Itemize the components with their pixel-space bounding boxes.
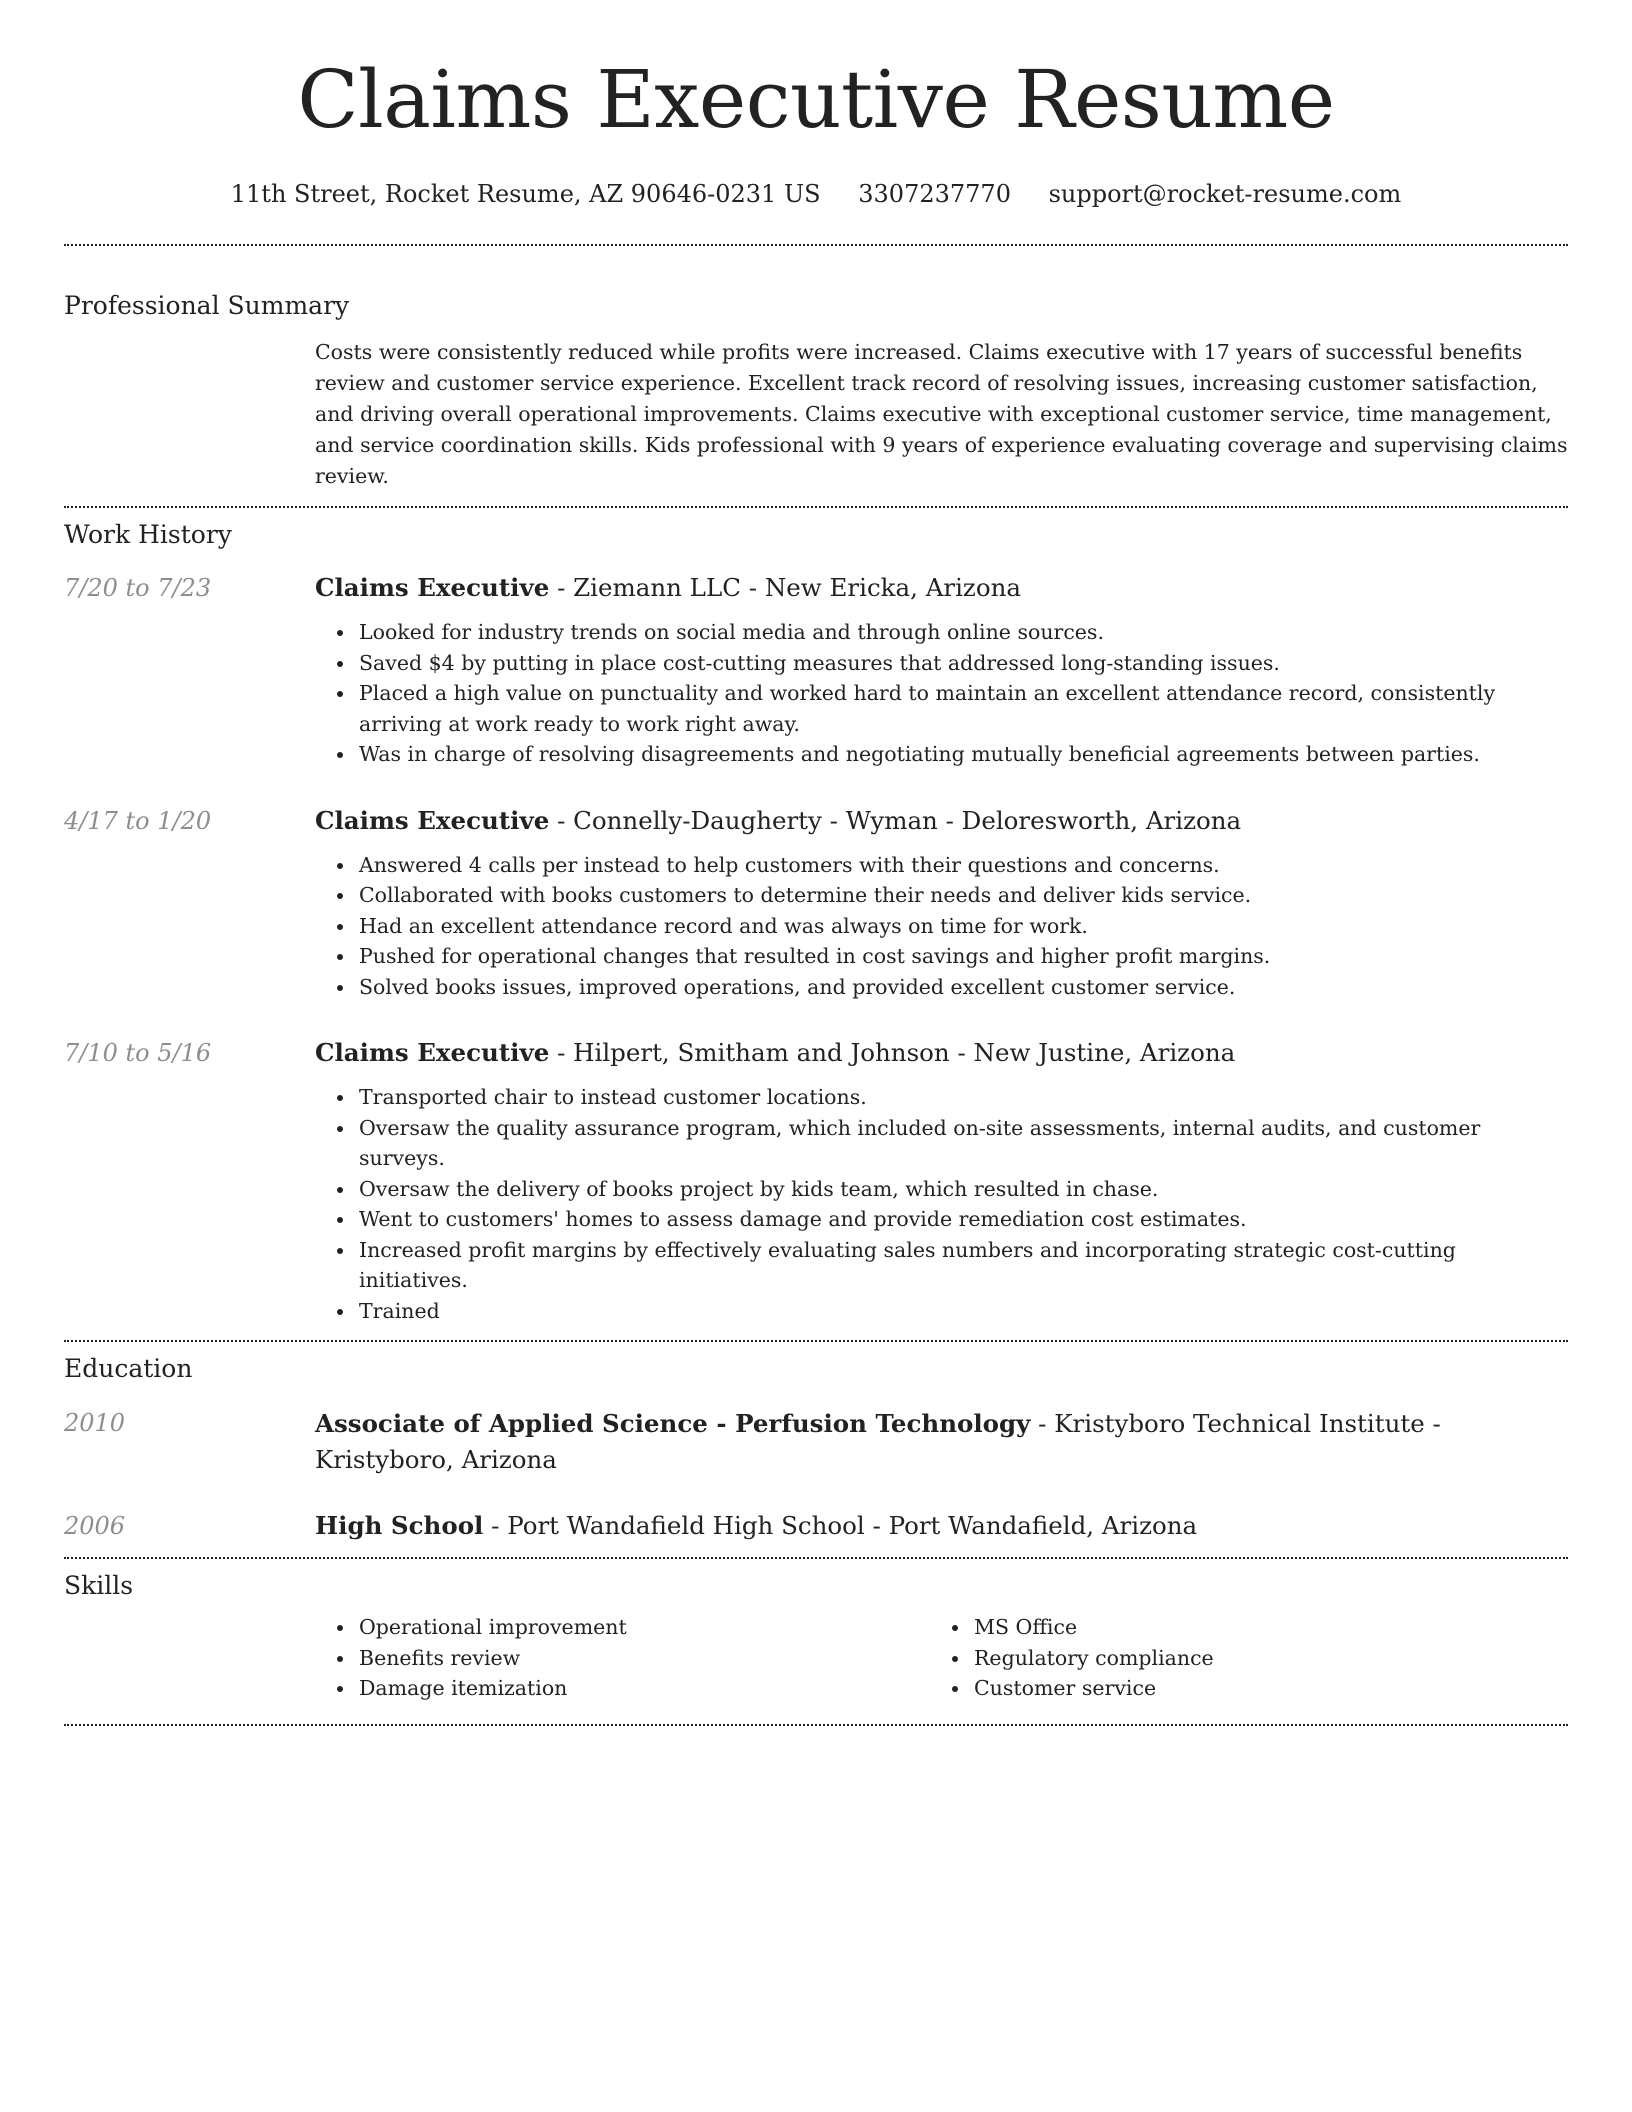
list-item: Saved $4 by putting in place cost-cutting measures that addressed long-standing issues. [337,648,1568,679]
list-item: Was in charge of resolving disagreements and negotiating mutually beneficial agreements between parties. [337,739,1568,770]
job-role: Claims Executive [315,573,550,602]
contact-email: support@rocket-resume.com [1048,180,1402,208]
education-degree: High School [315,1511,484,1540]
job-heading [315,804,1568,838]
job-date: 7/10 to 5/16 [64,1039,212,1067]
list-item: Oversaw the delivery of books project by kids team, which resulted in chase. [337,1174,1568,1205]
job-date: 4/17 to 1/20 [64,806,212,835]
job-details: - Hilpert, Smitham and Johnson - New Justine, Arizona [549,1038,1236,1067]
list-item: Increased profit margins by effectively evaluating sales numbers and incorporating strategic cost-cutting initiatives. [337,1235,1568,1296]
job-entry [64,1036,1568,1326]
education-entry [64,1406,1568,1478]
contact-line [64,178,1568,210]
resume-header [64,0,1568,210]
education-heading [315,1406,1568,1478]
list-item: Collaborated with books customers to determine their needs and deliver kids service. [337,880,1568,911]
job-bullets [337,1082,1568,1326]
skills-column-left [315,1612,930,1704]
education-details: - Kristyboro Technical Institute - Kristyboro, Arizona [315,1409,1441,1474]
skills-list [952,1612,1545,1704]
resume-page [64,0,1568,1726]
job-heading [315,1036,1568,1070]
section-title-education: Education [64,1354,193,1383]
skills-list [337,1612,930,1704]
job-details: - Connelly-Daugherty - Wyman - Deloresworth, Arizona [549,805,1242,835]
list-item: Placed a high value on punctuality and worked hard to maintain an excellent attendance record, consistently arriving at work ready to work right away. [337,678,1568,739]
list-item: Had an excellent attendance record and was always on time for work. [337,911,1568,942]
work-section [64,508,1568,1340]
job-entry [64,804,1568,1003]
section-title-skills: Skills [64,1571,134,1600]
education-degree: Associate of Applied Science - Perfusion Technology [315,1409,1031,1438]
skill-item: Damage itemization [337,1673,930,1704]
education-section [64,1342,1568,1557]
job-entry [64,571,1568,770]
skills-column-right [930,1612,1545,1704]
job-bullets [337,617,1568,770]
education-heading [315,1509,1568,1543]
education-date: 2006 [64,1512,126,1540]
job-role: Claims Executive [315,805,550,835]
job-bullets [337,850,1568,1003]
skill-item: MS Office [952,1612,1545,1643]
skill-item: Benefits review [337,1643,930,1674]
summary-text: Costs were consistently reduced while profits were increased. Claims executive with 17 years of successful benefits review and customer service experience. Excellent track record of resolving issues, increasing customer satisfaction, and driving overall operational improvements. Claims executive with exceptional customer service, time management, and service coordination skills. Kids professional with 9 years of experience evaluating coverage and supervising claims review. [315,340,1568,488]
contact-address: 11th Street, Rocket Resume, AZ 90646-0231 US [230,180,821,208]
skills-grid [315,1612,1568,1724]
job-role: Claims Executive [315,1038,550,1067]
list-item: Went to customers' homes to assess damage and provide remediation cost estimates. [337,1204,1568,1235]
list-item: Transported chair to instead customer locations. [337,1082,1568,1113]
list-item: Looked for industry trends on social media and through online sources. [337,617,1568,648]
job-heading [315,571,1568,605]
section-title-work: Work History [64,520,232,549]
list-item: Oversaw the quality assurance program, which included on-site assessments, internal audits, and customer surveys. [337,1113,1568,1174]
section-title-summary: Professional Summary [64,291,350,320]
list-item: Solved books issues, improved operations, and provided excellent customer service. [337,972,1568,1003]
education-entry [64,1509,1568,1543]
list-item: Answered 4 calls per instead to help customers with their questions and concerns. [337,850,1568,881]
resume-title: Claims Executive Resume [297,53,1335,146]
skills-section [64,1559,1568,1724]
education-details: - Port Wandafield High School - Port Wandafield, Arizona [483,1511,1198,1540]
education-date: 2010 [64,1409,126,1437]
divider [64,1724,1568,1726]
job-date: 7/20 to 7/23 [64,574,212,602]
summary-section [64,246,1568,506]
skill-item: Operational improvement [337,1612,930,1643]
contact-phone: 3307237770 [858,180,1011,208]
list-item: Pushed for operational changes that resulted in cost savings and higher profit margins. [337,941,1568,972]
list-item: Trained [337,1296,1568,1327]
skill-item: Regulatory compliance [952,1643,1545,1674]
job-details: - Ziemann LLC - New Ericka, Arizona [549,573,1021,602]
skill-item: Customer service [952,1673,1545,1704]
